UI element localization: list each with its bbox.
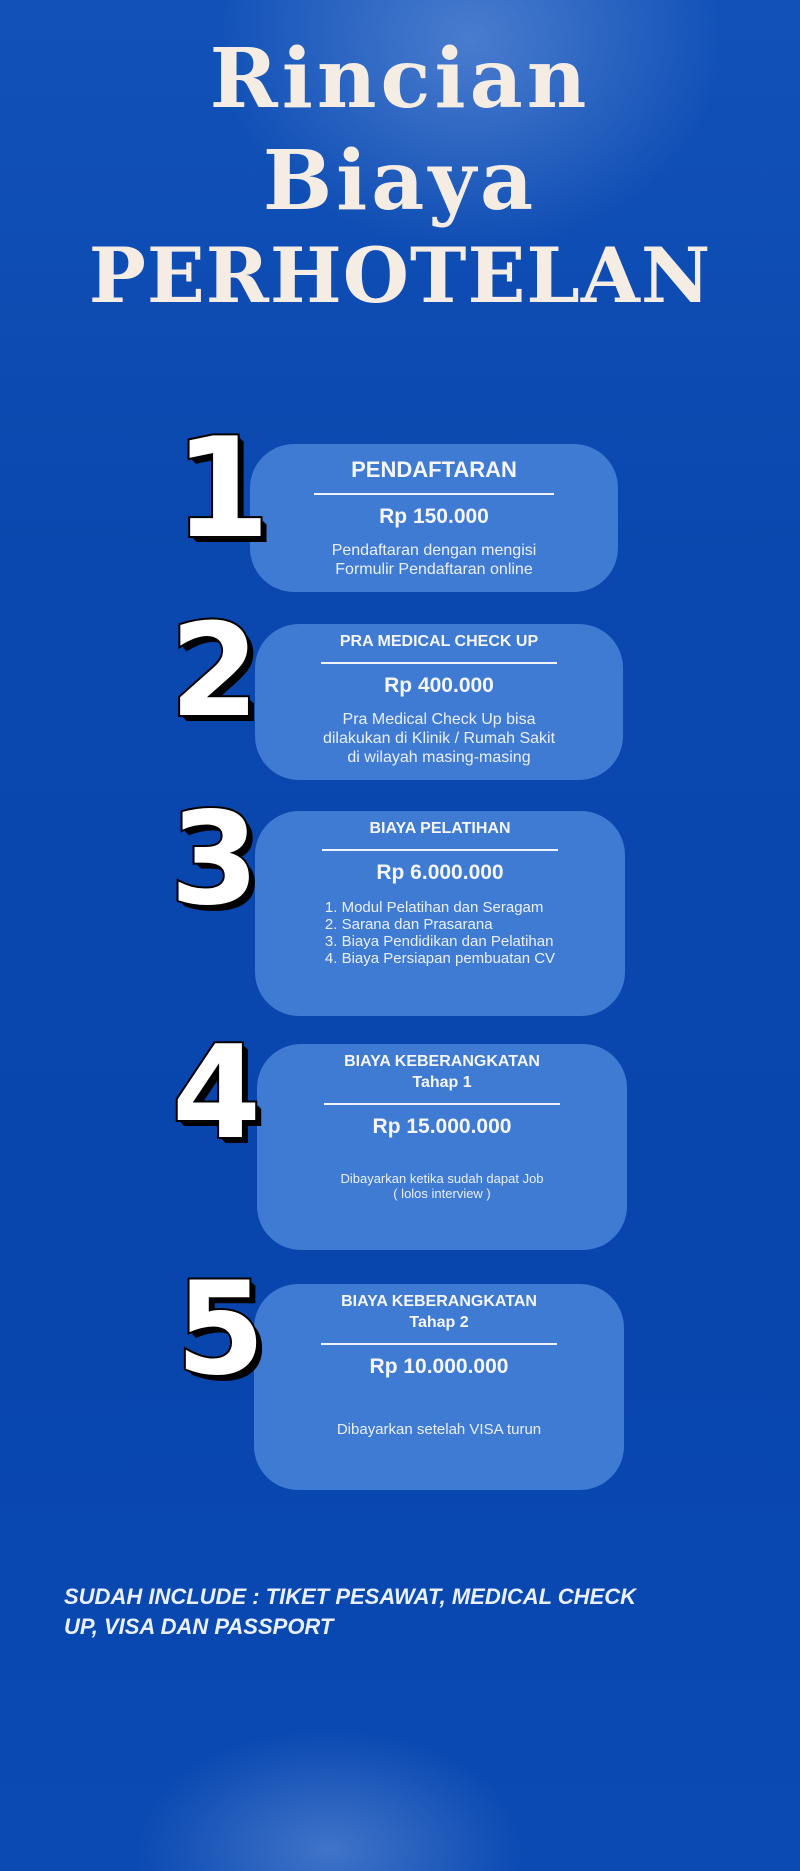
step-4-desc-line-1: Dibayarkan ketika sudah dapat Job: [340, 1170, 544, 1186]
step-5-desc-line-1: Dibayarkan setelah VISA turun: [336, 1420, 542, 1438]
step-5-heading-line-2: Tahap 2: [409, 1313, 469, 1331]
step-4-heading-line-1: BIAYA KEBERANGKATAN: [344, 1053, 540, 1070]
footer-include-note: [64, 1582, 744, 1642]
step-2-desc-line-1: Pra Medical Check Up bisa: [342, 710, 536, 728]
step-number-4: 4: [172, 1019, 262, 1168]
title-line-3: PERHOTELAN: [88, 231, 712, 320]
footer-note-line-2: UP, VISA DAN PASSPORT: [64, 1614, 334, 1639]
title-line-1: Rincian: [209, 31, 591, 127]
step-4-description: [257, 1171, 627, 1202]
step-5-price: Rp 10.000.000: [369, 1354, 509, 1378]
step-2-divider: [321, 662, 557, 664]
step-card-2: [255, 624, 623, 780]
step-5-heading: [254, 1292, 624, 1334]
step-number-1: 1: [174, 408, 271, 569]
step-2-desc-line-3: di wilayah masing-masing: [347, 749, 531, 767]
step-3-divider: [322, 849, 558, 851]
step-3-item-4: 4. Biaya Persiapan pembuatan CV: [324, 949, 556, 967]
step-5-description: [254, 1421, 624, 1439]
step-2-desc-line-2: dilakukan di Klinik / Rumah Sakit: [322, 729, 556, 747]
step-card-1: [250, 444, 618, 592]
step-1-desc-line-2: Formulir Pendaftaran online: [335, 560, 533, 578]
step-4-desc-line-2: ( lolos interview ): [393, 1186, 491, 1202]
step-3-item-list: [325, 899, 555, 967]
step-3-item-2: 2. Sarana dan Prasarana: [324, 915, 493, 933]
step-3-price: Rp 6.000.000: [376, 860, 504, 884]
step-1-description: [250, 541, 618, 579]
step-1-divider: [314, 493, 554, 495]
step-5-divider: [321, 1343, 557, 1345]
step-3-item-3: 3. Biaya Pendidikan dan Pelatihan: [324, 932, 554, 950]
step-number-3: 3: [170, 785, 260, 934]
footer-note-line-1: SUDAH INCLUDE : TIKET PESAWAT, MEDICAL CHECK: [64, 1584, 637, 1609]
step-1-desc-line-1: Pendaftaran dengan mengisi: [331, 541, 537, 559]
step-number-2: 2: [170, 597, 260, 746]
step-1-price: Rp 150.000: [379, 504, 489, 528]
step-number-5: 5: [176, 1255, 266, 1404]
step-4-divider: [324, 1103, 560, 1105]
step-card-3: [255, 811, 625, 1016]
step-card-5: [254, 1284, 624, 1490]
step-1-heading: PENDAFTARAN: [351, 457, 517, 482]
title-line-2: Biaya: [262, 133, 538, 229]
step-3-heading: BIAYA PELATIHAN: [369, 820, 511, 837]
step-4-price: Rp 15.000.000: [372, 1114, 512, 1138]
step-4-heading: [257, 1052, 627, 1094]
step-5-heading-line-1: BIAYA KEBERANGKATAN: [341, 1293, 537, 1310]
step-3-item-1: 1. Modul Pelatihan dan Seragam: [324, 898, 544, 916]
step-2-heading: PRA MEDICAL CHECK UP: [339, 633, 539, 650]
step-2-description: [255, 710, 623, 768]
step-2-price: Rp 400.000: [384, 673, 494, 697]
step-card-4: [257, 1044, 627, 1250]
step-4-heading-line-2: Tahap 1: [412, 1073, 472, 1091]
